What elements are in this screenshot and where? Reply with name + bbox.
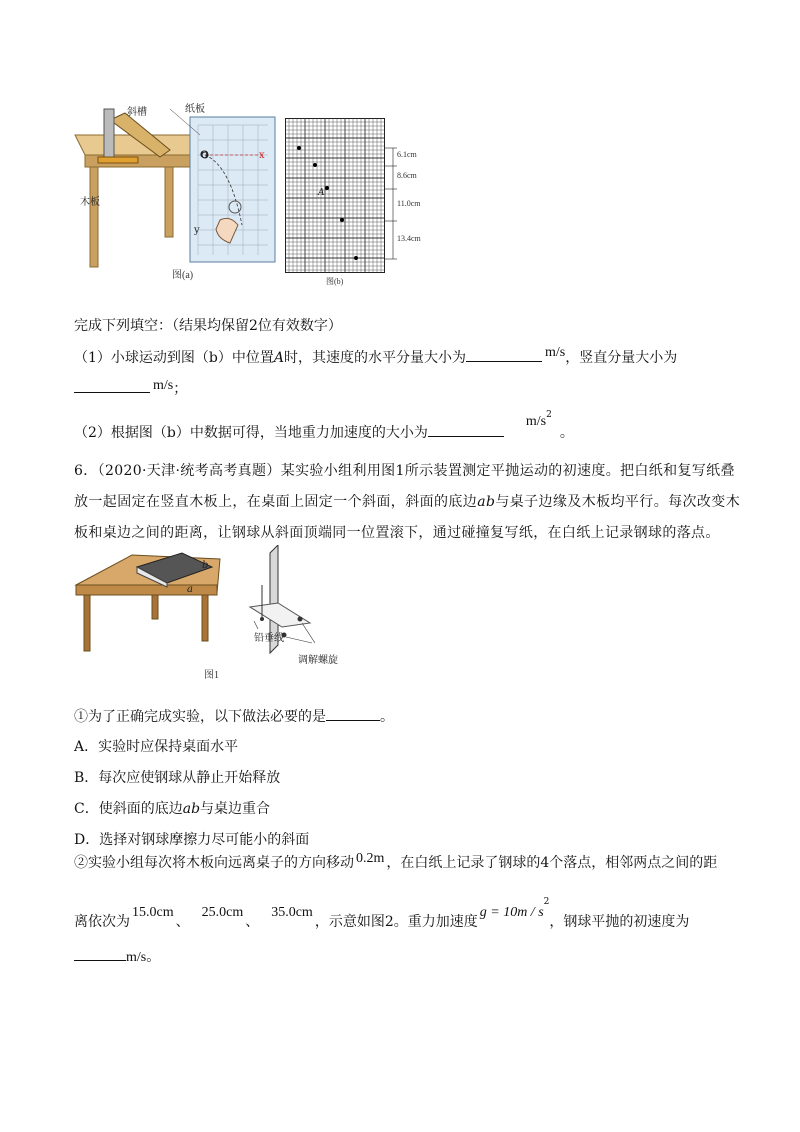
plot-point bbox=[340, 218, 344, 222]
fig1-label-plumb-line: 铅垂线 bbox=[254, 633, 284, 644]
label-axis-y: y bbox=[194, 225, 200, 236]
answer-blank-vx[interactable] bbox=[466, 347, 542, 362]
plot-point bbox=[297, 146, 301, 150]
q5-intro: 完成下列填空：（结果均保留2位有效数字） bbox=[74, 318, 342, 334]
q6-sub2-line3: m/s。 bbox=[74, 946, 160, 968]
dim-label-3: 11.0cm bbox=[397, 199, 421, 208]
plot-point bbox=[313, 163, 317, 167]
answer-blank-choice[interactable] bbox=[326, 706, 380, 721]
figure-a-caption: 图(a) bbox=[172, 270, 194, 281]
q6-line3: 板和桌边之间的距离，让钢球从斜面顶端同一位置滚下，通过碰撞复写纸，在白纸上记录钢球的落点。 bbox=[74, 525, 720, 541]
dim-label-4: 13.4cm bbox=[397, 234, 421, 243]
point-a-label: A bbox=[318, 188, 325, 198]
label-axis-x: x bbox=[259, 150, 265, 161]
option-c: C．使斜面的底边ab与桌边重合 bbox=[74, 801, 271, 817]
q5-part2: （2）根据图（b）中数据可得，当地重力加速度的大小为$m/s^2$。 bbox=[74, 410, 574, 441]
dim-label-1: 6.1cm bbox=[397, 150, 417, 159]
answer-blank-v0[interactable] bbox=[74, 946, 126, 961]
label-zhiban: 纸板 bbox=[185, 104, 205, 115]
q5-part1-line2: m/s； bbox=[74, 378, 187, 400]
fig1-label-b: b bbox=[202, 560, 209, 571]
figure-1-caption: 图1 bbox=[204, 670, 219, 681]
label-origin-o: O bbox=[200, 150, 209, 161]
figure-b-caption: 图(b) bbox=[326, 277, 344, 286]
answer-blank-g[interactable] bbox=[428, 422, 504, 437]
label-xiecao: 斜槽 bbox=[127, 107, 147, 118]
label-muban: 木板 bbox=[80, 197, 100, 208]
figure-b-grid bbox=[285, 118, 385, 273]
plot-point bbox=[325, 186, 329, 190]
q6-sub2-line1: ②实验小组每次将木板向远离桌子的方向移动 0.2m ，在白纸上记录了钢球的4个落点，相邻两点之间的距 bbox=[74, 851, 718, 871]
q6-sub2-line2: 离依次为15.0cm、25.0cm、35.0cm，示意如图2。重力加速度$g = 10m / s^2$，钢球平抛的初速度为 bbox=[74, 897, 690, 930]
answer-blank-vy[interactable] bbox=[74, 378, 150, 393]
q6-sub1: ①为了正确完成实验，以下做法必要的是 。 bbox=[74, 706, 394, 727]
figure-a bbox=[70, 95, 285, 285]
fig1-label-a: a bbox=[187, 584, 193, 595]
fig1-label-screw: 调解螺旋 bbox=[298, 655, 338, 666]
option-b: B．每次应使钢球从静止开始释放 bbox=[74, 770, 281, 786]
q6-line1: 6．（2020·天津·统考高考真题）某实验小组利用图1所示装置测定平抛运动的初速度。把白纸和复写纸叠 bbox=[74, 463, 735, 479]
q5-part1-line1: （1）小球运动到图（b）中位置A时，其速度的水平分量大小为 m/s，竖直分量大小为 bbox=[74, 345, 678, 366]
dim-label-2: 8.6cm bbox=[397, 171, 417, 180]
q6-line2: 放一起固定在竖直木板上，在桌面上固定一个斜面，斜面的底边ab与桌子边缘及木板均平行。每次改变木 bbox=[74, 494, 741, 510]
option-d: D．选择对钢球摩擦力尽可能小的斜面 bbox=[74, 832, 310, 848]
plot-point bbox=[354, 256, 358, 260]
option-a: A．实验时应保持桌面水平 bbox=[74, 739, 239, 755]
